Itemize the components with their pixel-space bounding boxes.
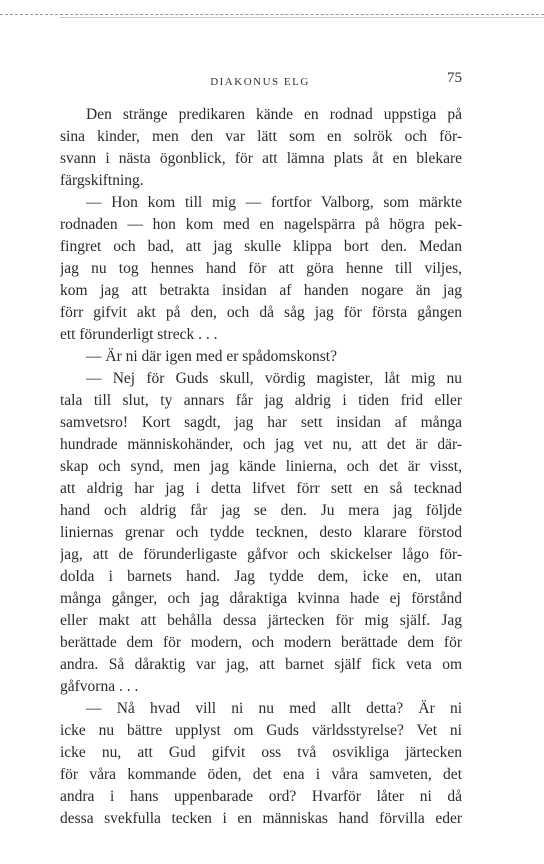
text-line: — Är ni där igen med er spådomskonst? <box>86 348 337 365</box>
text-line: liniernas grenar och tydde tecknen, desto klarare förstod <box>60 524 462 541</box>
text-line: andra i hans uppenbarade ord? Hvarför låter ni då <box>60 788 462 805</box>
text-line: rodnaden — hon kom med en nagelspärra på högra pek- <box>60 216 462 233</box>
text-line: dolda i barnets hand. Jag tydde dem, icke en, utan <box>60 568 462 585</box>
text-line: för våra kommande öden, det ena i våra samveten, det <box>60 766 462 783</box>
text-line: tala till slut, ty annars får jag aldrig i tiden frid eller <box>60 392 462 409</box>
top-edge-rule-secondary <box>60 17 544 18</box>
text-line: — Nå hvad vill ni nu med allt detta? Är ni <box>86 700 462 717</box>
text-line: icke nu, att Gud gifvit oss två osvikliga järtecken <box>60 744 462 761</box>
text-line: berättade dem för modern, och modern berättade dem för <box>60 634 462 651</box>
text-line: eller makt att behålla dessa järtecken för mig själf. Jag <box>60 612 462 629</box>
text-line: icke nu bättre upplyst om Guds världsstyrelse? Vet ni <box>60 722 462 739</box>
text-line: Den stränge predikaren kände en rodnad uppstiga på <box>86 106 462 123</box>
page-header <box>58 70 462 92</box>
running-title: DIAKONUS ELG <box>210 76 310 88</box>
text-line: många gånger, och jag dåraktiga kvinna hade ej förstånd <box>60 590 462 607</box>
text-line: — Hon kom till mig — fortfor Valborg, som märkte <box>86 194 462 211</box>
text-line: dessa svekfulla tecken i en människas hand förvilla eder <box>60 810 462 827</box>
text-line: — Nej för Guds skull, vördig magister, låt mig nu <box>86 370 462 387</box>
text-line: ett förunderligt streck . . . <box>60 326 218 343</box>
text-line: skap och synd, men jag kände linierna, och det är visst, <box>60 458 462 475</box>
text-line: andra. Så dåraktig var jag, att barnet själf fick veta om <box>60 656 462 673</box>
text-line: sina kinder, men den var lätt som en solrök och för- <box>60 128 462 145</box>
text-line: jag, att de förunderligaste gåfvor och skickelser lågo för- <box>60 546 462 563</box>
text-line: gåfvorna . . . <box>60 678 139 695</box>
page-number: 75 <box>447 70 462 86</box>
text-line: jag nu tog hennes hand för att göra henne till viljes, <box>60 260 462 277</box>
text-line: svann i nästa ögonblick, för att lämna plats åt en blekare <box>60 150 462 167</box>
top-edge-rule <box>0 14 544 15</box>
text-line: hundrade människohänder, och jag vet nu, att det är där- <box>60 436 462 453</box>
text-line: färgskiftning. <box>60 172 144 189</box>
text-line: samvetsro! Kort sagdt, jag har sett insidan af många <box>60 414 462 431</box>
text-line: förr gifvit akt på den, och då såg jag för första gången <box>60 304 462 321</box>
text-line: kom jag att betrakta insidan af handen nogare än jag <box>60 282 462 299</box>
body-text <box>60 104 462 830</box>
text-line: fingret och bad, att jag skulle klippa bort den. Medan <box>60 238 462 255</box>
text-line: hand och aldrig får jag se den. Ju mera jag följde <box>60 502 462 519</box>
text-line: att aldrig har jag i detta lifvet förr sett en så tecknad <box>60 480 462 497</box>
